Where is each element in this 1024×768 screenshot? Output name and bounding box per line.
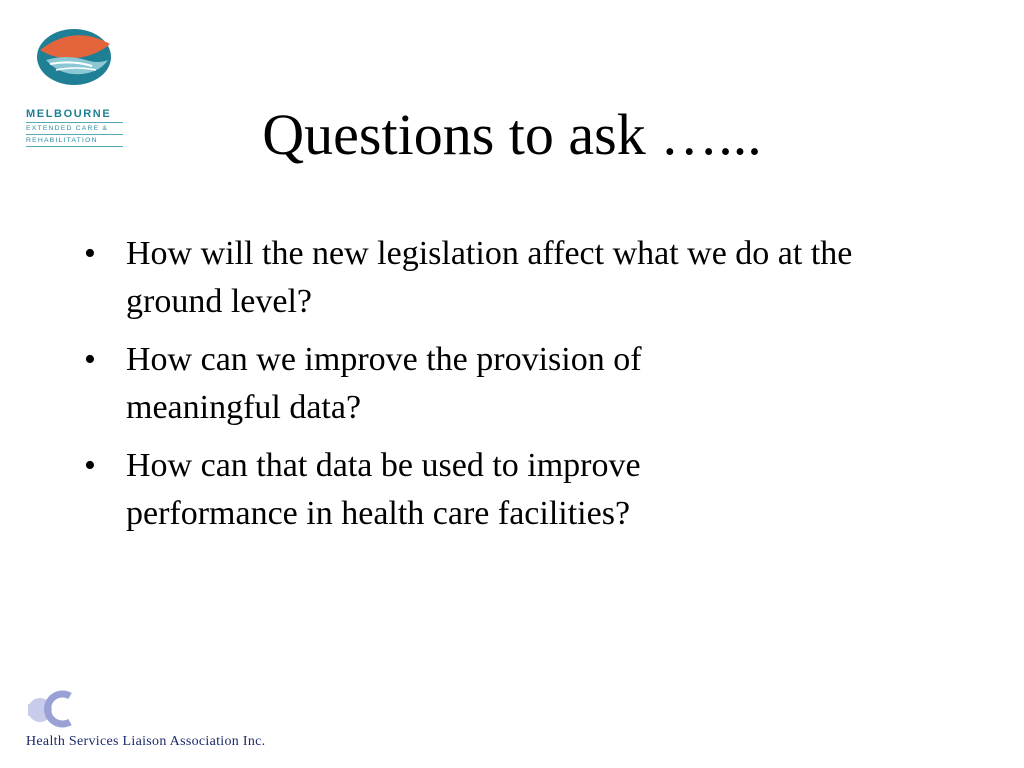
logo-line-3: REHABILITATION: [26, 135, 123, 147]
bullet-icon: •: [84, 447, 96, 484]
bullet-icon: •: [84, 235, 96, 272]
bullet-item: [84, 230, 944, 326]
slide-title: Questions to ask …...: [262, 102, 762, 167]
footer-organization: Health Services Liaison Association Inc.: [26, 734, 266, 749]
hands-bird-logo-icon: [36, 26, 114, 88]
logo-line-2: EXTENDED CARE &: [26, 123, 123, 135]
hsla-logo-icon: [26, 690, 72, 728]
bullet-list: [84, 230, 944, 548]
bullet-item: [84, 336, 944, 432]
logo-line-1: MELBOURNE: [26, 108, 123, 123]
bullet-text: How can that data be used to improve performance in health care facilities?: [126, 447, 641, 532]
bullet-text: How will the new legislation affect what we do at the ground level?: [126, 235, 853, 320]
bullet-item: [84, 442, 944, 538]
bullet-icon: •: [84, 341, 96, 378]
bullet-text: How can we improve the provision of meaningful data?: [126, 341, 642, 426]
